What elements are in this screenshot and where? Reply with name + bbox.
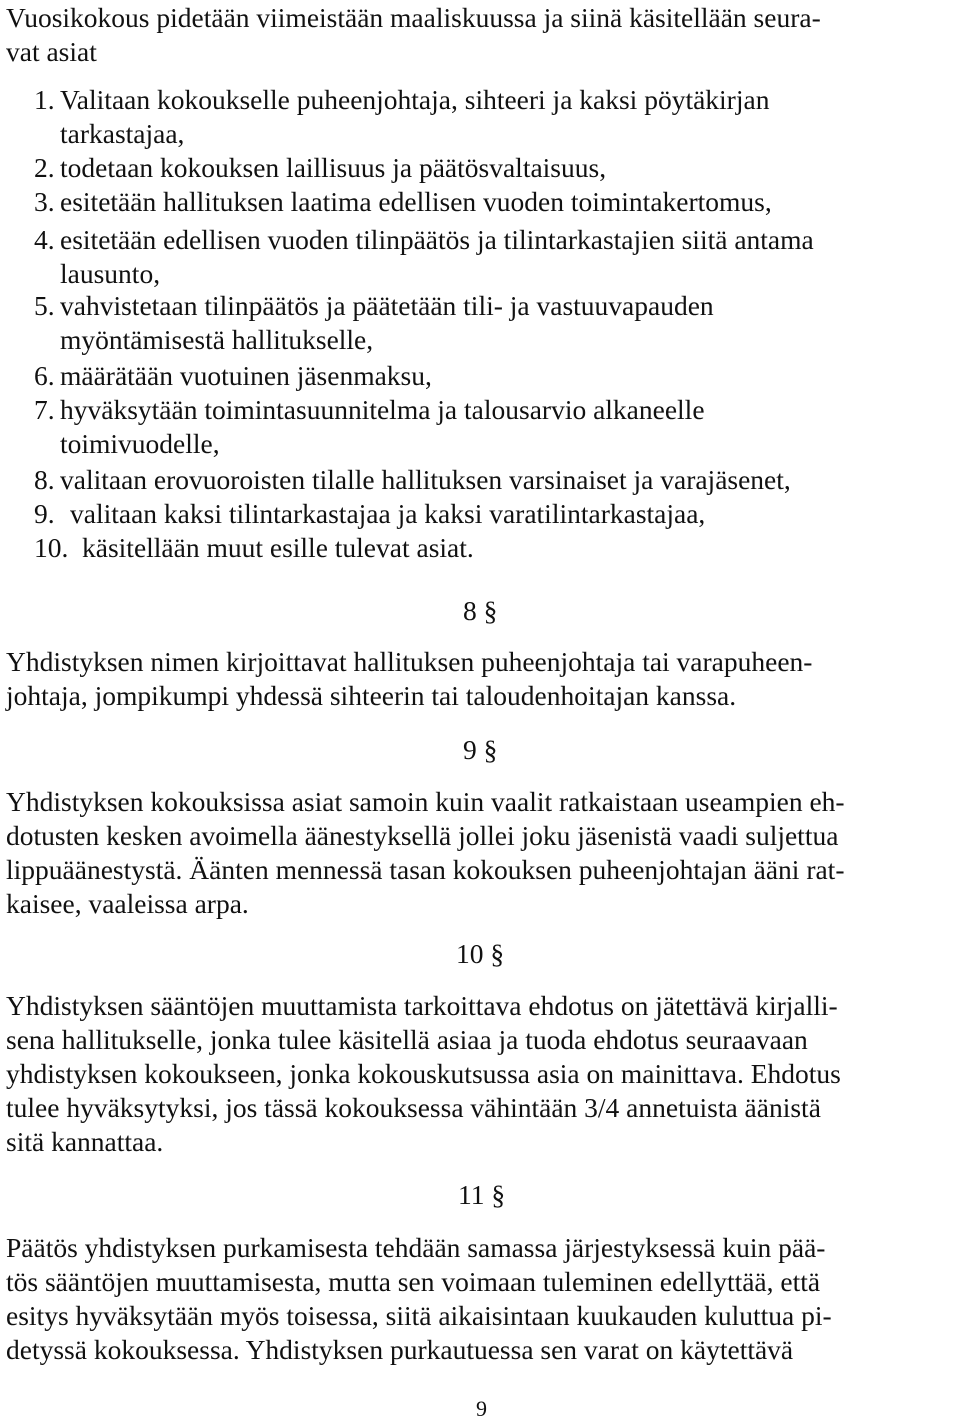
intro-line-2: vat asiat <box>6 36 97 67</box>
paragraph-line: kaisee, vaaleissa arpa. <box>6 888 249 919</box>
list-item-number: 9. <box>34 498 55 529</box>
paragraph-line: Yhdistyksen kokouksissa asiat samoin kuin vaalit ratkaistaan useampien eh- <box>6 786 845 817</box>
list-item-text: hyväksytään toimintasuunnitelma ja talousarvio alkaneelle <box>60 394 705 425</box>
list-item-text: valitaan erovuoroisten tilalle hallituksen varsinaiset ja varajäsenet, <box>60 464 791 495</box>
list-item-number: 8. <box>34 464 55 495</box>
intro-line-1: Vuosikokous pidetään viimeistään maaliskuussa ja siinä käsitellään seura- <box>6 2 821 33</box>
list-item-number: 10. <box>34 532 69 563</box>
list-item-text: Valitaan kokoukselle puheenjohtaja, sihteeri ja kaksi pöytäkirjan <box>60 84 770 115</box>
paragraph-line: Yhdistyksen sääntöjen muuttamista tarkoittava ehdotus on jätettävä kirjalli- <box>6 990 838 1021</box>
section-heading: 10 § <box>456 938 505 969</box>
list-item-text: esitetään hallituksen laatima edellisen vuoden toimintakertomus, <box>60 186 772 217</box>
paragraph-line: dotusten kesken avoimella äänestyksellä jollei joku jäsenistä vaadi suljettua <box>6 820 839 851</box>
list-item-text: tarkastajaa, <box>60 118 185 149</box>
paragraph-line: tulee hyväksytyksi, jos tässä kokouksessa vähintään 3/4 annetuista äänistä <box>6 1092 821 1123</box>
paragraph-line: sitä kannattaa. <box>6 1126 164 1157</box>
section-heading: 8 § <box>463 595 498 626</box>
list-item-text: vahvistetaan tilinpäätös ja päätetään tili- ja vastuuvapauden <box>60 290 714 321</box>
paragraph-line: Yhdistyksen nimen kirjoittavat hallituksen puheenjohtaja tai varapuheen- <box>6 646 813 677</box>
list-item-number: 6. <box>34 360 55 391</box>
list-item-text: käsitellään muut esille tulevat asiat. <box>82 532 474 563</box>
list-item-number: 4. <box>34 224 55 255</box>
list-item-text: valitaan kaksi tilintarkastajaa ja kaksi varatilintarkastajaa, <box>70 498 706 529</box>
paragraph-line: tös sääntöjen muuttamisesta, mutta sen voimaan tuleminen edellyttää, että <box>6 1266 821 1297</box>
list-item-text: esitetään edellisen vuoden tilinpäätös ja tilintarkastajien siitä antama <box>60 224 814 255</box>
section-heading: 11 § <box>458 1179 506 1210</box>
section-heading: 9 § <box>463 734 498 765</box>
list-item-number: 3. <box>34 186 55 217</box>
paragraph-line: esitys hyväksytään myös toisessa, siitä aikaisintaan kuukauden kuluttua pi- <box>6 1300 832 1331</box>
list-item-number: 5. <box>34 290 55 321</box>
list-item-number: 7. <box>34 394 55 425</box>
list-item-number: 1. <box>34 84 55 115</box>
list-item-text: toimivuodelle, <box>60 428 220 459</box>
list-item-text: myöntämisestä hallitukselle, <box>60 324 374 355</box>
list-item-text: todetaan kokouksen laillisuus ja päätösvaltaisuus, <box>60 152 607 183</box>
paragraph-line: lippuäänestystä. Äänten mennessä tasan kokouksen puheenjohtajan ääni rat- <box>6 854 845 885</box>
paragraph-line: johtaja, jompikumpi yhdessä sihteerin tai taloudenhoitajan kanssa. <box>6 680 737 711</box>
list-item-number: 2. <box>34 152 55 183</box>
page-number: 9 <box>476 1396 487 1421</box>
list-item-text: lausunto, <box>60 258 161 289</box>
paragraph-line: detyssä kokouksessa. Yhdistyksen purkautuessa sen varat on käytettävä <box>6 1334 794 1365</box>
paragraph-line: Päätös yhdistyksen purkamisesta tehdään samassa järjestyksessä kuin pää- <box>6 1232 826 1263</box>
paragraph-line: sena hallitukselle, jonka tulee käsitellä asiaa ja tuoda ehdotus seuraavaan <box>6 1024 808 1055</box>
paragraph-line: yhdistyksen kokoukseen, jonka kokouskutsussa asia on mainittava. Ehdotus <box>6 1058 841 1089</box>
list-item-text: määrätään vuotuinen jäsenmaksu, <box>60 360 432 391</box>
